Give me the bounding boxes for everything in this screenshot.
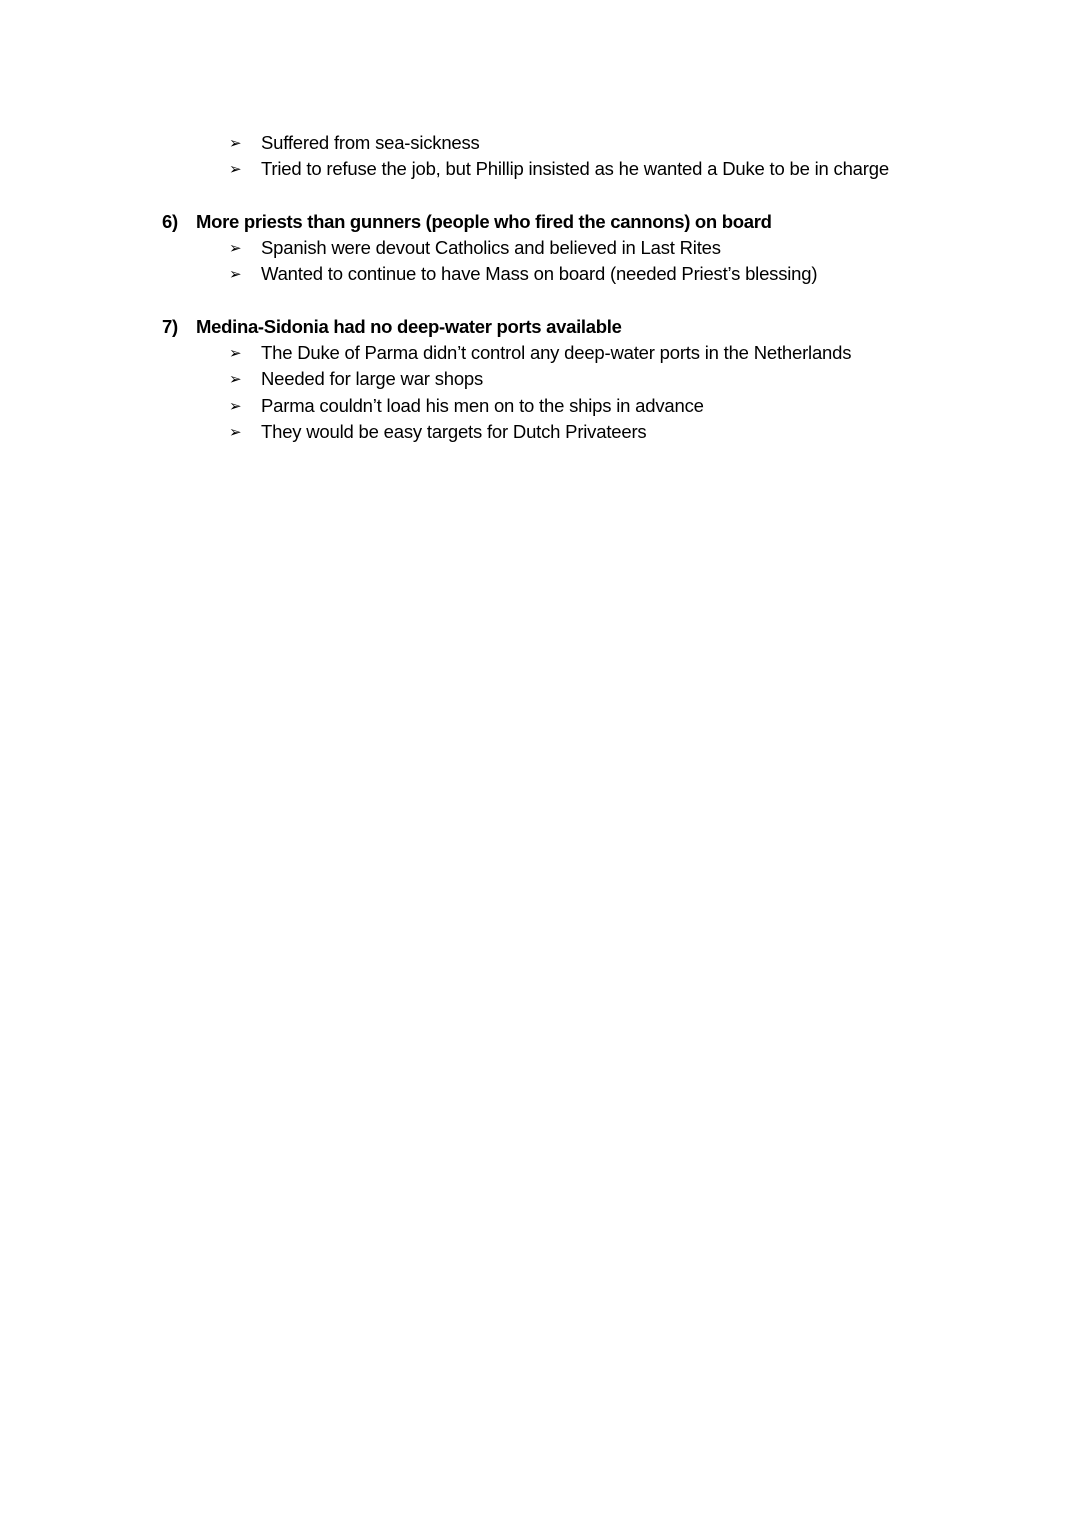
bullet-text: Needed for large war shops <box>261 368 484 389</box>
section-heading-text: Medina-Sidonia had no deep-water ports available <box>196 316 622 337</box>
bullet-item <box>229 340 851 366</box>
arrowhead-bullet-icon: ➢ <box>229 134 242 152</box>
section-heading-text: More priests than gunners (people who fired the cannons) on board <box>196 211 772 232</box>
bullet-item <box>229 366 483 392</box>
bullet-item <box>229 156 889 182</box>
section-heading-7 <box>162 314 622 340</box>
section-number: 7) <box>162 316 178 337</box>
bullet-text: Spanish were devout Catholics and believed in Last Rites <box>261 237 721 258</box>
bullet-text: Tried to refuse the job, but Phillip insisted as he wanted a Duke to be in charge <box>261 158 889 179</box>
arrowhead-bullet-icon: ➢ <box>229 370 242 388</box>
bullet-text: They would be easy targets for Dutch Privateers <box>261 421 647 442</box>
arrowhead-bullet-icon: ➢ <box>229 160 242 178</box>
section-heading-6 <box>162 209 772 235</box>
arrowhead-bullet-icon: ➢ <box>229 344 242 362</box>
arrowhead-bullet-icon: ➢ <box>229 265 242 283</box>
bullet-item <box>229 419 646 445</box>
bullet-text: Wanted to continue to have Mass on board (needed Priest’s blessing) <box>261 263 818 284</box>
bullet-item <box>229 261 817 287</box>
arrowhead-bullet-icon: ➢ <box>229 239 242 257</box>
arrowhead-bullet-icon: ➢ <box>229 423 242 441</box>
bullet-item <box>229 235 721 261</box>
bullet-item <box>229 393 704 419</box>
bullet-text: The Duke of Parma didn’t control any deep-water ports in the Netherlands <box>261 342 852 363</box>
arrowhead-bullet-icon: ➢ <box>229 397 242 415</box>
bullet-text: Parma couldn’t load his men on to the ships in advance <box>261 395 704 416</box>
bullet-text: Suffered from sea-sickness <box>261 132 480 153</box>
section-number: 6) <box>162 211 178 232</box>
bullet-item <box>229 130 480 156</box>
